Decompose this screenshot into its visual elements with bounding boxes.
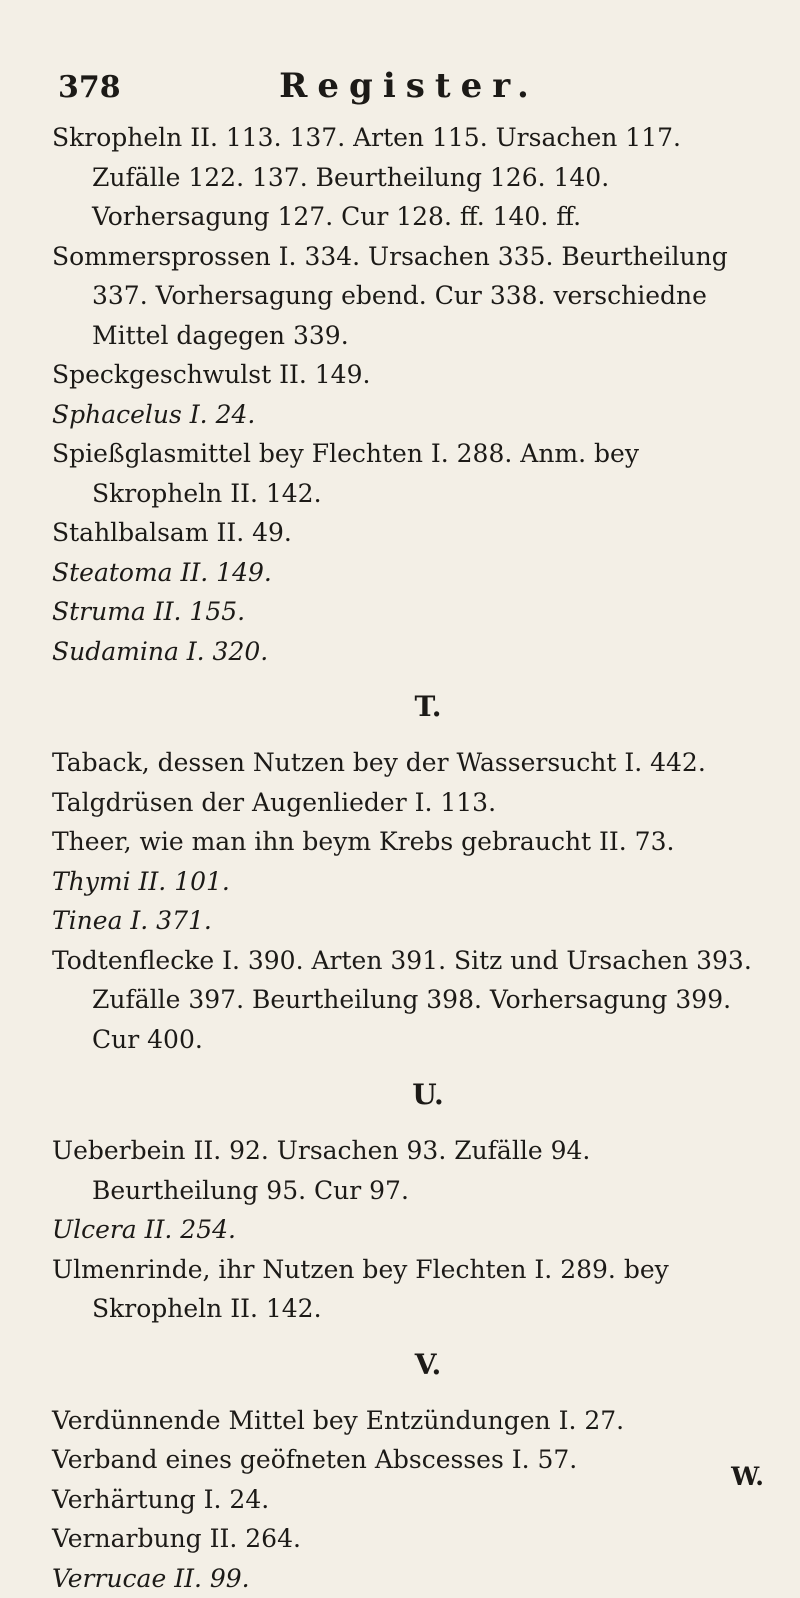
index-entry: Todtenflecke I. 390. Arten 391. Sitz und Ursachen 393. Zufälle 397. Beurtheilung 398. Vorhersagung 399. Cur 400. (52, 941, 764, 1060)
index-entry: Sudamina I. 320. (52, 632, 764, 672)
section-heading: V. (52, 1347, 764, 1383)
index-entry: Steatoma II. 149. (52, 553, 764, 593)
index-entry: Spießglasmittel bey Flechten I. 288. Anm. bey Skropheln II. 142. (52, 434, 764, 513)
index-entry: Speckgeschwulst II. 149. (52, 355, 764, 395)
catchword: W. (731, 1462, 764, 1491)
index-entry: Sphacelus I. 24. (52, 395, 764, 435)
index-entry: Tinea I. 371. (52, 901, 764, 941)
index-entry: Verband eines geöfneten Abscesses I. 57. (52, 1440, 764, 1480)
index-entry: Stahlbalsam II. 49. (52, 513, 764, 553)
index-entry: Talgdrüsen der Augenlieder I. 113. (52, 783, 764, 823)
index-entry: Taback, dessen Nutzen bey der Wassersucht I. 442. (52, 743, 764, 783)
index-entry: Ulcera II. 254. (52, 1210, 764, 1250)
index-entry: Verhärtung I. 24. (52, 1480, 764, 1520)
section-heading: U. (52, 1077, 764, 1113)
index-entry: Vernarbung II. 264. (52, 1519, 764, 1559)
page-header (58, 66, 760, 110)
index-entry: Ueberbein II. 92. Ursachen 93. Zufälle 94. Beurtheilung 95. Cur 97. (52, 1131, 764, 1210)
index-entry: Ulmenrinde, ihr Nutzen bey Flechten I. 289. bey Skropheln II. 142. (52, 1250, 764, 1329)
index-entry: Verdünnende Mittel bey Entzündungen I. 27. (52, 1401, 764, 1441)
page-number: 378 (58, 70, 121, 105)
index-entry: Verrucae II. 99. (52, 1559, 764, 1598)
index-entry: Sommersprossen I. 334. Ursachen 335. Beurtheilung 337. Vorhersagung ebend. Cur 338. verschiedne Mittel dagegen 339. (52, 237, 764, 356)
index-entry: Theer, wie man ihn beym Krebs gebraucht II. 73. (52, 822, 764, 862)
index-entry: Skropheln II. 113. 137. Arten 115. Ursachen 117. Zufälle 122. 137. Beurtheilung 126. 140. Vorhersagung 127. Cur 128. ff. 140. ff. (52, 118, 764, 237)
running-title: Register. (58, 66, 760, 106)
section-heading: T. (52, 689, 764, 725)
index-entry: Thymi II. 101. (52, 862, 764, 902)
index-content (52, 118, 764, 1598)
index-entry: Struma II. 155. (52, 592, 764, 632)
